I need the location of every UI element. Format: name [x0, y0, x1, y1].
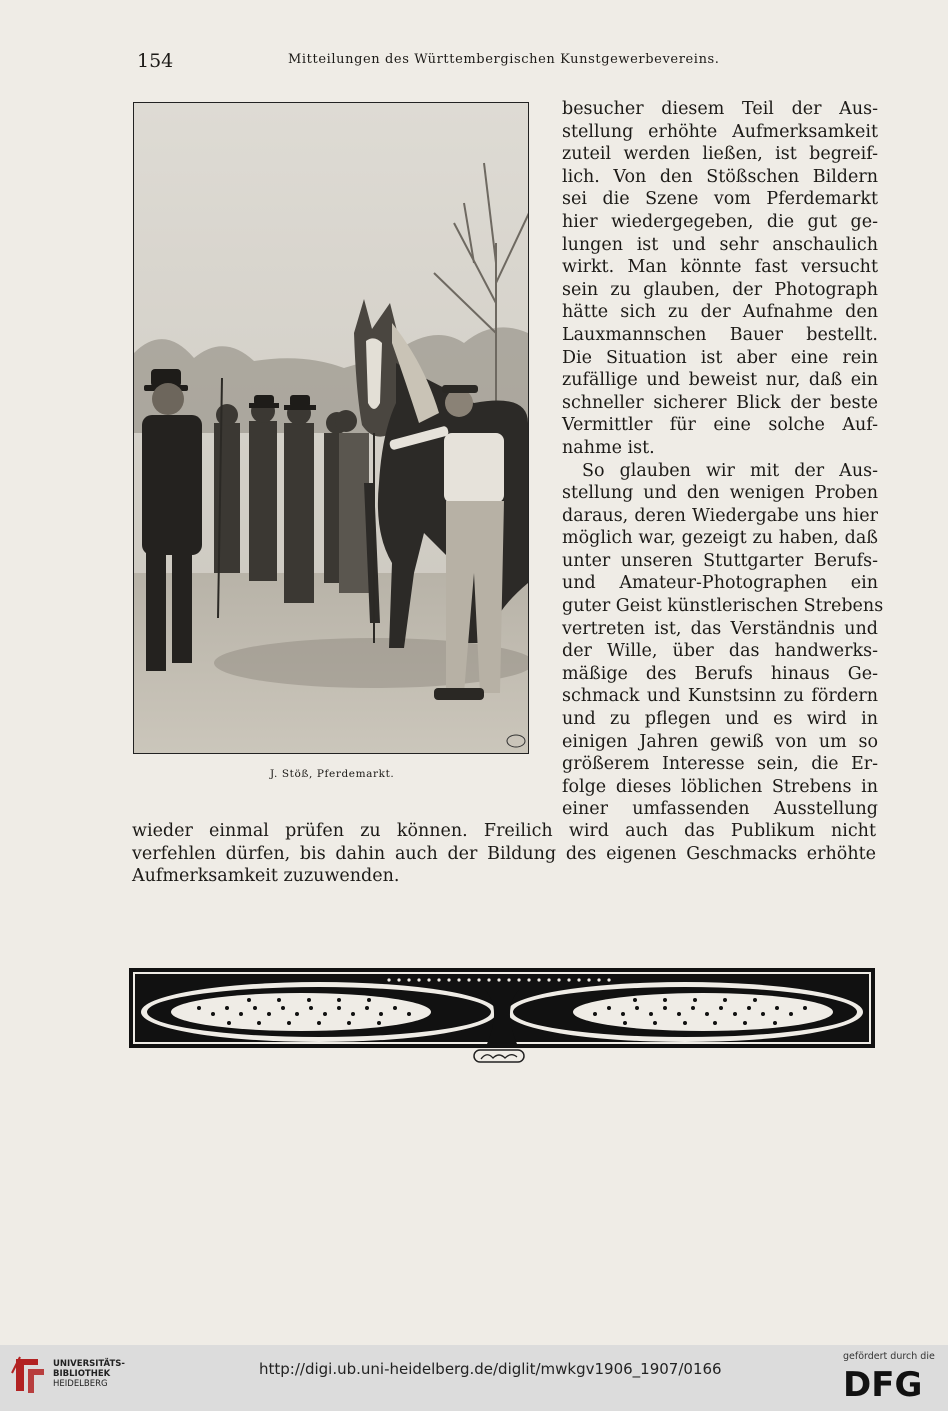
text-line: größerem Interesse sein, die Er-	[562, 754, 878, 775]
text-line: So glauben wir mit der Aus-	[582, 460, 878, 481]
text-line: lungen ist und sehr anschaulich	[562, 234, 878, 255]
text-line: einer umfassenden Ausstellung	[562, 799, 878, 820]
text-line: wirkt. Man könnte fast versucht	[562, 257, 878, 278]
text-line: unter unseren Stuttgarter Berufs-	[562, 550, 878, 571]
text-line: wieder einmal prüfen zu können. Freilich wird auch das Publikum nicht	[132, 821, 876, 841]
document-url-link[interactable]: http://digi.ub.uni-heidelberg.de/diglit/mwkgv1906_1907/0166	[259, 1360, 722, 1378]
text-line: hier wiedergegeben, die gut ge-	[562, 211, 878, 232]
text-line: lich. Von den Stößschen Bildern	[562, 166, 878, 187]
text-line: schmack und Kunstsinn zu fördern	[562, 686, 878, 707]
full-width-text	[132, 820, 876, 888]
right-column-text	[562, 98, 884, 821]
text-line: mäßige des Berufs hinaus Ge-	[562, 663, 878, 684]
text-line: verfehlen dürfen, bis dahin auch der Bildung des eigenen Geschmacks erhöhte	[132, 843, 876, 864]
text-line: einigen Jahren gewiß von um so	[562, 731, 878, 752]
text-line: stellung und den wenigen Proben	[562, 483, 878, 504]
text-line: Lauxmannschen Bauer bestellt.	[562, 324, 878, 345]
university-library-logo-icon	[10, 1353, 48, 1397]
text-line: sei die Szene vom Pferdemarkt	[562, 189, 878, 210]
text-line: möglich war, gezeigt zu haben, daß	[562, 528, 878, 549]
page-number: 154	[137, 50, 174, 72]
text-line: und Amateur-Photographen ein	[562, 573, 878, 594]
text-line: vertreten ist, das Verständnis und	[562, 618, 878, 639]
text-line: hätte sich zu der Aufnahme den	[562, 302, 878, 323]
library-name: UNIVERSITÄTS- BIBLIOTHEK HEIDELBERG	[53, 1359, 125, 1389]
text-line: daraus, deren Wiedergabe uns hier	[562, 505, 878, 526]
text-line: Die Situation ist aber eine rein	[562, 347, 878, 368]
dfg-logo: DFG	[843, 1365, 923, 1405]
horse-market-photo	[133, 102, 529, 754]
decorative-ornament	[129, 968, 875, 1048]
text-line: zufällige und beweist nur, daß ein	[562, 370, 878, 391]
text-line: und zu pflegen und es wird in	[562, 709, 878, 730]
text-line: guter Geist künstlerischen Strebens	[562, 596, 884, 617]
text-line: zuteil werden ließen, ist begreif-	[562, 144, 878, 165]
text-line: folge dieses löblichen Strebens in	[562, 776, 878, 797]
text-line: schneller sicherer Blick der beste	[562, 392, 878, 413]
text-line: nahme ist.	[562, 437, 655, 458]
text-line: stellung erhöhte Aufmerksamkeit	[562, 121, 878, 142]
text-line: Vermittler für eine solche Auf-	[562, 415, 878, 436]
artist-signature-mark	[473, 1048, 525, 1064]
library-footer	[0, 1345, 948, 1411]
running-title: Mitteilungen des Württembergischen Kunstgewerbevereins.	[288, 52, 720, 67]
text-line: der Wille, über das handwerks-	[562, 641, 878, 662]
text-line: besucher diesem Teil der Aus-	[562, 99, 878, 119]
text-line: Aufmerksamkeit zuzuwenden.	[132, 866, 400, 887]
figure-caption: J. Stöß, Pferdemarkt.	[270, 768, 395, 780]
funding-label: gefördert durch die	[843, 1351, 935, 1362]
text-line: sein zu glauben, der Photograph	[562, 279, 878, 300]
